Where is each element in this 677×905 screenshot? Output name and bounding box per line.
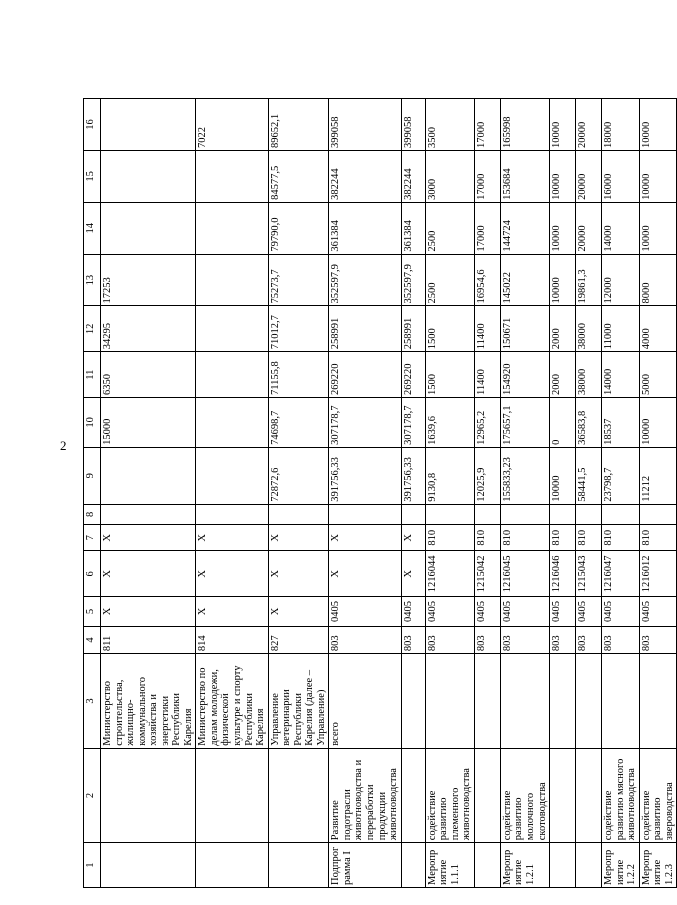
table-cell: 0405 xyxy=(500,597,549,626)
table-cell: 1216012 xyxy=(639,551,677,597)
table-cell: 1216047 xyxy=(602,551,640,597)
table-cell: 2000 xyxy=(550,306,576,352)
table-cell: 79790,0 xyxy=(268,202,329,254)
header-cell: 1 xyxy=(84,843,101,888)
table-row xyxy=(329,99,401,888)
table-cell: 382244 xyxy=(329,150,401,202)
table-cell: 14000 xyxy=(602,352,640,398)
table-cell: 0405 xyxy=(602,597,640,626)
header-cell: 15 xyxy=(84,150,101,202)
table-cell: X xyxy=(196,597,268,626)
table-cell: Мероприятие 1.1.1 xyxy=(425,843,474,888)
table-cell xyxy=(196,352,268,398)
table-cell: 391756,33 xyxy=(401,447,425,504)
table-cell: Подпрограмма I xyxy=(329,843,401,888)
table-cell: содействие развитию племенного животноводства xyxy=(425,748,474,843)
table-cell: 72872,6 xyxy=(268,447,329,504)
table-cell: X xyxy=(196,525,268,551)
table-cell: 38000 xyxy=(576,352,602,398)
table-cell: 810 xyxy=(474,525,500,551)
table-cell: 803 xyxy=(550,626,576,653)
table-cell xyxy=(639,504,677,524)
table-cell xyxy=(401,504,425,524)
table-cell xyxy=(101,202,196,254)
table-cell xyxy=(425,504,474,524)
table-cell: 810 xyxy=(576,525,602,551)
table-cell: 16954,6 xyxy=(474,254,500,306)
table-cell xyxy=(500,504,549,524)
table-cell: содействие развитию мясного животноводства xyxy=(602,748,640,843)
table-cell: 810 xyxy=(500,525,549,551)
table-cell: 1216045 xyxy=(500,551,549,597)
table-cell: 399058 xyxy=(329,99,401,151)
header-cell: 10 xyxy=(84,398,101,448)
table-cell: 15000 xyxy=(101,398,196,448)
table-cell: 399058 xyxy=(401,99,425,151)
table-cell: Министерство по делам молодежи, физической культуре и спорту Республики Карелия xyxy=(196,654,268,749)
table-cell: Развитие подотрасли животноводства и переработки продукции животноводства xyxy=(329,748,401,843)
table-cell xyxy=(474,843,500,888)
table-cell: 810 xyxy=(425,525,474,551)
table-cell: 6350 xyxy=(101,352,196,398)
table-cell: 12025,9 xyxy=(474,447,500,504)
table-cell: 810 xyxy=(639,525,677,551)
table-cell: 17000 xyxy=(474,99,500,151)
table-row xyxy=(550,99,576,888)
table-cell: 11400 xyxy=(474,306,500,352)
table-cell: 803 xyxy=(500,626,549,653)
table-cell: 18000 xyxy=(602,99,640,151)
table-cell: 391756,33 xyxy=(329,447,401,504)
table-cell xyxy=(101,447,196,504)
table-cell: 3000 xyxy=(425,150,474,202)
header-cell: 14 xyxy=(84,202,101,254)
table-cell: 150671 xyxy=(500,306,549,352)
table-row xyxy=(196,99,268,888)
table-cell: 2500 xyxy=(425,254,474,306)
table-cell: 154920 xyxy=(500,352,549,398)
table-cell xyxy=(401,748,425,843)
header-cell: 9 xyxy=(84,447,101,504)
table-row xyxy=(639,99,677,888)
table-cell: 1216044 xyxy=(425,551,474,597)
table-cell: X xyxy=(401,525,425,551)
table-cell: 10000 xyxy=(550,99,576,151)
table-cell xyxy=(101,843,196,888)
table-row xyxy=(401,99,425,888)
table-cell: X xyxy=(268,551,329,597)
table-cell: 258991 xyxy=(329,306,401,352)
table-cell xyxy=(196,398,268,448)
table-cell xyxy=(576,748,602,843)
table-cell: 175657,1 xyxy=(500,398,549,448)
table-cell: 352597,9 xyxy=(329,254,401,306)
table-cell xyxy=(602,504,640,524)
table-cell: 0405 xyxy=(401,597,425,626)
table-cell xyxy=(500,654,549,749)
table-cell xyxy=(474,748,500,843)
table-cell: Мероприятие 1.2.2 xyxy=(602,843,640,888)
table-cell xyxy=(196,150,268,202)
table-cell: 361384 xyxy=(401,202,425,254)
table-cell: содействие развитию звероводства xyxy=(639,748,677,843)
table-cell xyxy=(474,504,500,524)
table-cell xyxy=(401,843,425,888)
header-cell: 3 xyxy=(84,654,101,749)
table-cell: Мероприятие 1.2.1 xyxy=(500,843,549,888)
table-cell: 307178,7 xyxy=(329,398,401,448)
table-cell xyxy=(101,99,196,151)
header-cell: 5 xyxy=(84,597,101,626)
table-cell: 9130,8 xyxy=(425,447,474,504)
table-cell: X xyxy=(329,525,401,551)
table-cell xyxy=(639,654,677,749)
table-cell: 1215042 xyxy=(474,551,500,597)
table-cell: 10000 xyxy=(550,150,576,202)
table-cell: 17253 xyxy=(101,254,196,306)
table-cell: 11000 xyxy=(602,306,640,352)
table-cell: 269220 xyxy=(329,352,401,398)
table-cell xyxy=(576,654,602,749)
table-cell xyxy=(550,843,576,888)
table-cell: 7022 xyxy=(196,99,268,151)
table-cell: Управление ветеринарии Республики Карелия (далее – Управление) xyxy=(268,654,329,749)
table-row xyxy=(101,99,196,888)
table-cell: 11400 xyxy=(474,352,500,398)
table-cell xyxy=(401,654,425,749)
table-cell: 12965,2 xyxy=(474,398,500,448)
table-cell: 144724 xyxy=(500,202,549,254)
table-cell xyxy=(196,202,268,254)
table-cell: 155833,23 xyxy=(500,447,549,504)
table-cell: Министерство строительства, жилищно-коммунального хозяйства и энергетики Республики Карелия xyxy=(101,654,196,749)
table-cell xyxy=(196,447,268,504)
table-cell: 810 xyxy=(602,525,640,551)
table-cell: 10000 xyxy=(639,150,677,202)
header-cell: 2 xyxy=(84,748,101,843)
table-cell: 2500 xyxy=(425,202,474,254)
table-cell: 38000 xyxy=(576,306,602,352)
table-cell: 58441,5 xyxy=(576,447,602,504)
table-row xyxy=(576,99,602,888)
header-cell: 4 xyxy=(84,626,101,653)
budget-table xyxy=(83,98,677,888)
table-cell: X xyxy=(268,525,329,551)
table-cell: 811 xyxy=(101,626,196,653)
table-cell: 5000 xyxy=(639,352,677,398)
table-cell: 84577,5 xyxy=(268,150,329,202)
table-cell: 803 xyxy=(401,626,425,653)
table-cell: X xyxy=(401,551,425,597)
table-row xyxy=(602,99,640,888)
table-cell: X xyxy=(101,551,196,597)
table-cell: 827 xyxy=(268,626,329,653)
table-cell: 75273,7 xyxy=(268,254,329,306)
table-cell xyxy=(101,504,196,524)
table-cell: X xyxy=(196,551,268,597)
table-cell: 352597,9 xyxy=(401,254,425,306)
table-cell xyxy=(602,654,640,749)
table-cell: 803 xyxy=(602,626,640,653)
table-cell xyxy=(550,504,576,524)
table-cell xyxy=(425,654,474,749)
header-cell: 6 xyxy=(84,551,101,597)
table-cell: 307178,7 xyxy=(401,398,425,448)
table-cell: 20000 xyxy=(576,202,602,254)
table-cell: содействие развитию молочного скотоводства xyxy=(500,748,549,843)
table-cell xyxy=(576,843,602,888)
table-cell: 20000 xyxy=(576,99,602,151)
table-cell: 2000 xyxy=(550,352,576,398)
table-cell: 8000 xyxy=(639,254,677,306)
table-cell: 71012,7 xyxy=(268,306,329,352)
header-cell: 12 xyxy=(84,306,101,352)
table-cell: 0405 xyxy=(576,597,602,626)
table-cell: 14000 xyxy=(602,202,640,254)
header-row xyxy=(84,99,101,888)
table-cell: 0405 xyxy=(639,597,677,626)
table-cell: X xyxy=(101,597,196,626)
table-cell: 803 xyxy=(425,626,474,653)
table-cell: 20000 xyxy=(576,150,602,202)
table-cell: 810 xyxy=(550,525,576,551)
table-cell: 10000 xyxy=(550,254,576,306)
table-cell xyxy=(474,654,500,749)
table-cell: 803 xyxy=(576,626,602,653)
table-cell: 814 xyxy=(196,626,268,653)
table-cell: 1216046 xyxy=(550,551,576,597)
page-number: 2 xyxy=(60,438,67,453)
table-cell: 10000 xyxy=(550,447,576,504)
table-cell: 4000 xyxy=(639,306,677,352)
table-cell xyxy=(196,254,268,306)
table-cell: 165998 xyxy=(500,99,549,151)
table-cell: 0 xyxy=(550,398,576,448)
table-cell: 36583,8 xyxy=(576,398,602,448)
table-cell: 10000 xyxy=(639,99,677,151)
table-cell xyxy=(196,504,268,524)
table-cell: 23798,7 xyxy=(602,447,640,504)
table-cell: 17000 xyxy=(474,202,500,254)
table-cell: 71155,8 xyxy=(268,352,329,398)
table-row xyxy=(268,99,329,888)
table-row xyxy=(425,99,474,888)
table-cell xyxy=(196,306,268,352)
budget-table-container xyxy=(83,98,675,888)
table-cell: 258991 xyxy=(401,306,425,352)
table-cell: 10000 xyxy=(639,202,677,254)
table-cell: 0405 xyxy=(329,597,401,626)
table-cell xyxy=(576,504,602,524)
table-cell: 11212 xyxy=(639,447,677,504)
table-cell: 803 xyxy=(329,626,401,653)
table-cell: 17000 xyxy=(474,150,500,202)
table-cell: X xyxy=(329,551,401,597)
header-cell: 16 xyxy=(84,99,101,151)
table-cell: 361384 xyxy=(329,202,401,254)
table-cell: 1639,6 xyxy=(425,398,474,448)
table-cell: 382244 xyxy=(401,150,425,202)
table-cell: 18537 xyxy=(602,398,640,448)
table-cell: 1500 xyxy=(425,306,474,352)
table-cell: X xyxy=(101,525,196,551)
table-cell xyxy=(101,150,196,202)
table-cell: Мероприятие 1.2.3 xyxy=(639,843,677,888)
table-cell xyxy=(268,843,329,888)
table-cell: 10000 xyxy=(639,398,677,448)
table-cell: 74698,7 xyxy=(268,398,329,448)
header-cell: 13 xyxy=(84,254,101,306)
table-cell: 19861,3 xyxy=(576,254,602,306)
table-cell xyxy=(268,748,329,843)
table-cell xyxy=(550,748,576,843)
table-cell: 1215043 xyxy=(576,551,602,597)
table-cell: 153684 xyxy=(500,150,549,202)
table-cell: 0405 xyxy=(550,597,576,626)
table-cell: 0405 xyxy=(425,597,474,626)
table-cell xyxy=(268,504,329,524)
table-cell: 3500 xyxy=(425,99,474,151)
table-cell: 803 xyxy=(474,626,500,653)
table-cell: 34295 xyxy=(101,306,196,352)
table-cell xyxy=(196,748,268,843)
table-cell: 803 xyxy=(639,626,677,653)
table-cell: 10000 xyxy=(550,202,576,254)
table-cell xyxy=(329,504,401,524)
header-cell: 11 xyxy=(84,352,101,398)
table-row xyxy=(500,99,549,888)
table-cell: 12000 xyxy=(602,254,640,306)
table-cell xyxy=(101,748,196,843)
table-cell: 269220 xyxy=(401,352,425,398)
table-row xyxy=(474,99,500,888)
table-cell: 145022 xyxy=(500,254,549,306)
table-cell: 89652,1 xyxy=(268,99,329,151)
table-cell: всего xyxy=(329,654,401,749)
table-cell xyxy=(550,654,576,749)
table-cell: 16000 xyxy=(602,150,640,202)
table-cell: 0405 xyxy=(474,597,500,626)
table-cell: X xyxy=(268,597,329,626)
header-cell: 7 xyxy=(84,525,101,551)
table-cell: 1500 xyxy=(425,352,474,398)
table-cell xyxy=(196,843,268,888)
header-cell: 8 xyxy=(84,504,101,524)
